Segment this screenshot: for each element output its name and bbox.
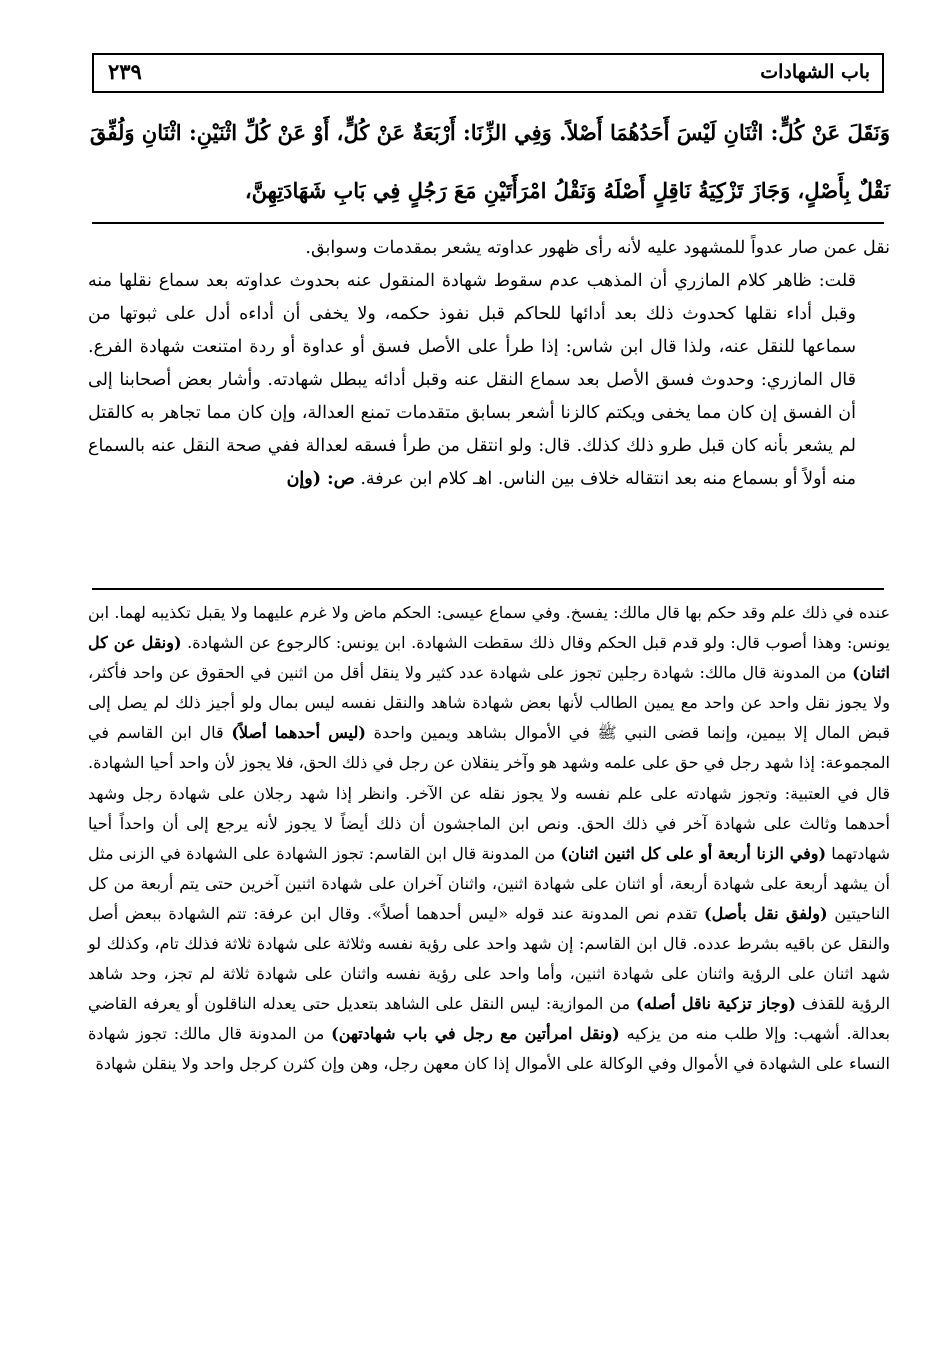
footnote-text: عنده في ذلك علم وقد حكم بها قال مالك: يفسخ. وفي سماع عيسى: الحكم ماض ولا غرم عليهما ولا يقبل تكذيبه لهما. ابن يونس: وهذا أصوب قال: ولو قدم قبل الحكم وقال ذلك سقطت الشهادة. ابن يونس: كالرجوع عن الشهادة. (88, 603, 890, 653)
footnote-text: من الموازية: ليس النقل على الشاهد بتعديل حتى يعدله الناقلون أو يعرفه القاضي بعدالة. أشهب: وإلا طلب منه من يزكيه (88, 994, 891, 1044)
footnote-text: من المدونة قال مالك: تجوز شهادة النساء على الشهادة في الأموال وفي الوكالة على الأموال إذا كان معهن رجل، وهن وإن كثرن كرجل واحد ولا ينقلن شهادة (88, 1024, 890, 1074)
page-header (92, 53, 884, 93)
commentary-text: قلت: ظاهر كلام المازري أن المذهب عدم سقوط شهادة المنقول عنه بحدوث عداوته بعد سماع نقلها منه وقبل أداء نقلها كحدوث ذلك بعد أدائها للحاكم قبل نفوذ حكمه، ولا يخفى أن أداءه أدل على ثبوتها من سماعها للنقل عنه، ولذا قال ابن شاس: إذا طرأ على الأصل فسق أو عداوة أو ردة امتنعت شهادة الفرع. قال المازري: وحدوث فسق الأصل بعد سماع النقل عنه وقبل أدائه يبطل شهادته. وأشار بعض أصحابنا إلى أن الفسق إن كان مما يخفى ويكتم كالزنا أشعر بسابق متقدمات تمنع العدالة، وإن كان مما تجاهر به كالقتل لم يشعر بأنه كان قبل طرو ذلك كذلك. قال: ولو انتقل من طرأ فسقه لعدالة ففي صحة النقل عنه بالسماع منه أولاً أو بسماع منه بعد انتقاله خلاف بين الناس. اهـ كلام ابن عرفة. (88, 271, 856, 489)
footnote-commentary (88, 598, 890, 1080)
footnote-quote: (وجاز تزكية ناقل أصله) (636, 994, 796, 1014)
footnote-quote: (ليس أحدهما أصلاً) (231, 723, 366, 743)
footnote-quote: (ونقل عن كل اثنان) (88, 633, 890, 683)
divider-bottom (92, 588, 884, 590)
commentary-paragraph: نقل عمن صار عدواً للمشهود عليه لأنه رأى ظهور عداوته يشعر بمقدمات وسوابق. (305, 238, 890, 258)
footnote-text: من المدونة قال مالك: شهادة رجلين تجوز على شهادة عدد كثير ولا ينقل أقل من اثنين في الحقوق عن واحد فأكثر، ولا يجوز نقل واحد عن واحد مع يمين الطالب لأنها بعض شهادة شاهد والنقل نفسه ليس بمال ولو أجيز ذلك لم يصل إلى قبض المال إلا بيمين، وإنما قضى النبي ﷺ في الأموال بشاهد ويمين واحدة (88, 663, 891, 743)
commentary-quote: ص: (وإن (286, 469, 355, 489)
commentary (88, 232, 890, 496)
divider-top (92, 222, 884, 224)
page-number: ٢٣٩ (108, 59, 142, 84)
footnote-paragraph (88, 598, 890, 1080)
footnote-quote: (وفي الزنا أربعة أو على كل اثنين اثنان) (560, 843, 827, 863)
commentary-paragraph (88, 265, 890, 496)
main-text-line: نَقْلٌ بِأَصْلٍ، وَجَازَ تَزْكِيَةُ نَاقِلٍ أَصْلَهُ وَنَقْلُ امْرَأَتَيْنِ مَعَ رَجُلٍ فِي بَابِ شَهَادَتِهِنَّ، (244, 178, 890, 203)
main-text-line: وَنَقَلَ عَنْ كُلٍّ: اثْنَانِ لَيْسَ أَحَدُهُمَا أَصْلاً. وَفِي الزِّنَا: أَرْبَعَةٌ عَنْ كُلٍّ، أَوْ عَنْ كُلِّ اثْنَيْنِ: اثْنَانِ وَلُفِّقَ (89, 120, 890, 145)
chapter-title: باب الشهادات (760, 61, 870, 83)
footnote-text: من المدونة قال ابن القاسم: تجوز الشهادة على الشهادة في الزنى مثل أن يشهد أربعة على شهادة أربعة، أو اثنان على شهادة اثنين، واثنان آخران على شهادة اثنين آخرين حتى يتم أربعة من كل الناحيتين (88, 843, 890, 923)
footnote-quote: (ولفق نقل بأصل) (704, 903, 828, 923)
footnote-text: تقدم نص المدونة عند قوله «ليس أحدهما أصلاً». وقال ابن عرفة: تتم الشهادة ببعض أصل والنقل عن باقيه بشرط عدده. قال ابن القاسم: إن شهد واحد على رؤية نفسه وثلاثة على شهادة ثلاثة فذلك تام، وكذلك لو شهد اثنان على الرؤية واثنان على شهادة اثنين، وأما واحد على رؤية نفسه واثنان على شهادة ثلاثة لم تجز، وحد شاهد الرؤية للقذف (88, 903, 891, 1014)
footnote-quote: (ونقل امرأتين مع رجل في باب شهادتهن) (331, 1024, 620, 1044)
footnote-text: قال ابن القاسم في المجموعة: إذا شهد رجل في حق على علمه وشهد هو وآخر ينقلان عن رجل في ذلك الحق، فلا يجوز لأن واحد أحيا الشهادة. قال في العتبية: وتجوز شهادته على علم نفسه ولا يجوز نقله عن الآخر. وانظر إذا شهد رجلان على شهادة رجل وشهد أحدهما وثالث على شهادة آخر في ذلك الحق. ونص ابن الماجشون أن ذلك أيضاً لا يجوز لأنه يرجع إلى أن واحداً أحيا شهادتهما (88, 723, 890, 863)
main-text (88, 104, 890, 220)
